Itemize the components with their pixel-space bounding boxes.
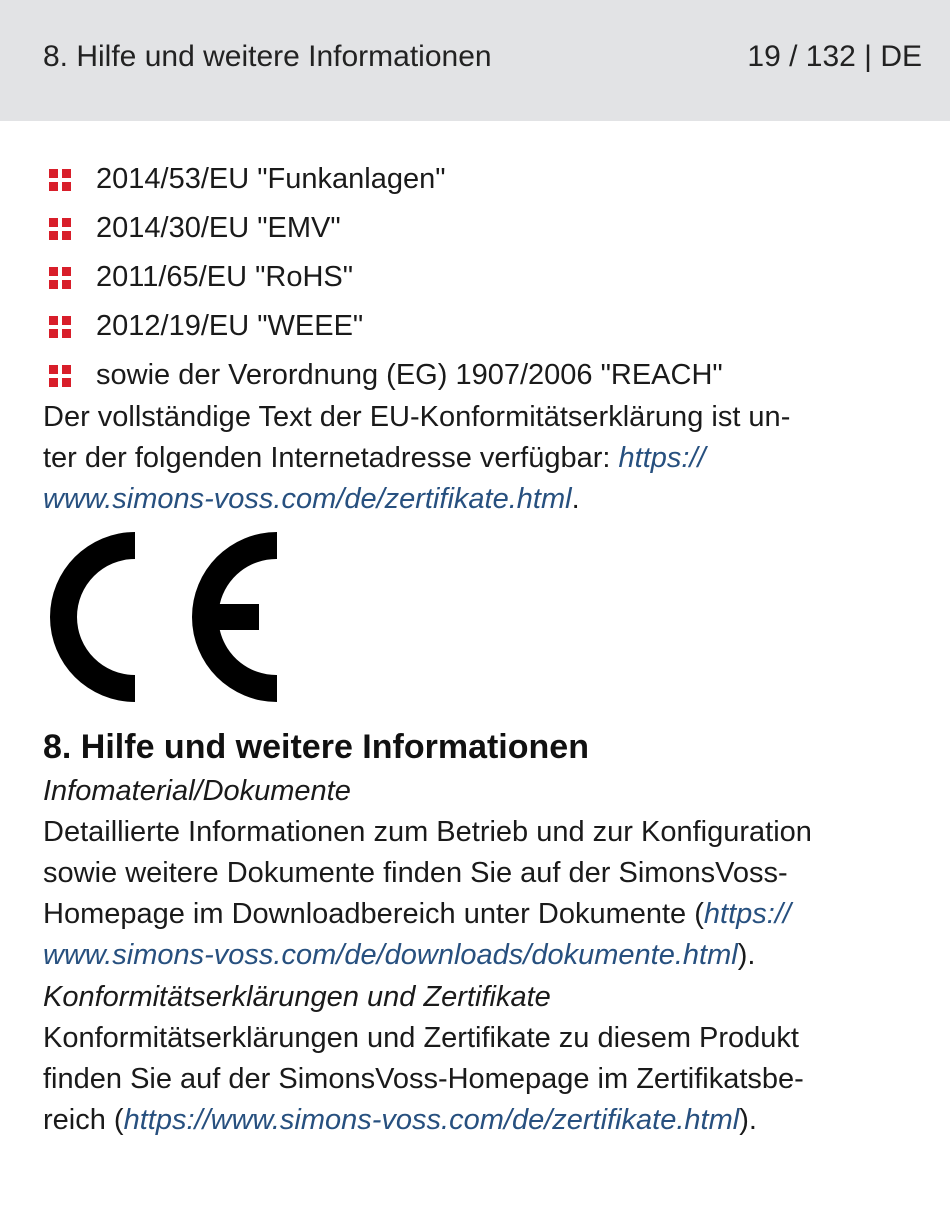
ce-mark-icon xyxy=(43,532,279,702)
directive-list xyxy=(43,155,923,400)
info-line1: Detaillierte Informationen zum Betrieb und zur Konfiguration xyxy=(43,816,812,848)
certs-line2: finden Sie auf der SimonsVoss-Homepage im Zertifikatsbe- xyxy=(43,1063,804,1095)
red-square-bullet-icon xyxy=(49,169,71,191)
info-suffix: ). xyxy=(737,939,756,971)
info-line2: sowie weitere Dokumente finden Sie auf der SimonsVoss- xyxy=(43,857,788,889)
downloads-link-part1: https:// xyxy=(703,898,791,930)
certs-suffix: ). xyxy=(739,1104,757,1136)
page-content xyxy=(43,155,923,1141)
certificates-link[interactable]: https://www.simons-voss.com/de/zertifikate.html xyxy=(123,1104,740,1136)
info-subheading: Infomaterial/Dokumente xyxy=(43,775,351,807)
conformity-paragraph xyxy=(43,397,923,520)
conformity-text-line1: Der vollständige Text der EU-Konformitätserklärung ist un- xyxy=(43,401,791,433)
red-square-bullet-icon xyxy=(49,218,71,240)
list-item xyxy=(43,204,923,253)
list-item xyxy=(43,302,923,351)
directive-text: sowie der Verordnung (EG) 1907/2006 "REACH" xyxy=(96,359,723,391)
header-section-title: 8. Hilfe und weitere Informationen xyxy=(43,40,492,73)
info-paragraph xyxy=(43,812,923,976)
section-heading: 8. Hilfe und weitere Informationen xyxy=(43,728,589,766)
conformity-suffix: . xyxy=(571,483,580,515)
certs-prefix3: reich ( xyxy=(43,1104,124,1136)
certs-subheading: Konformitätserklärungen und Zertifikate xyxy=(43,981,551,1013)
conformity-text-line2: ter der folgenden Internetadresse verfügbar: xyxy=(43,442,619,474)
list-item xyxy=(43,155,923,204)
directive-text: 2014/53/EU "Funkanlagen" xyxy=(96,163,446,195)
list-item xyxy=(43,351,923,400)
directive-text: 2014/30/EU "EMV" xyxy=(96,212,341,244)
list-item xyxy=(43,253,923,302)
certs-paragraph xyxy=(43,1018,923,1141)
header-page-indicator: 19 / 132 | DE xyxy=(747,40,922,73)
page-header xyxy=(0,0,950,121)
info-line3: Homepage im Downloadbereich unter Dokumente ( xyxy=(43,898,704,930)
conformity-link-part2: www.simons-voss.com/de/zertifikate.html xyxy=(43,483,572,515)
red-square-bullet-icon xyxy=(49,316,71,338)
downloads-link-part2: www.simons-voss.com/de/downloads/dokumente.html xyxy=(43,939,738,971)
red-square-bullet-icon xyxy=(49,365,71,387)
directive-text: 2012/19/EU "WEEE" xyxy=(96,310,364,342)
red-square-bullet-icon xyxy=(49,267,71,289)
certs-line1: Konformitätserklärungen und Zertifikate zu diesem Produkt xyxy=(43,1022,799,1054)
directive-text: 2011/65/EU "RoHS" xyxy=(96,261,354,293)
conformity-link-part1: https:// xyxy=(618,442,706,474)
